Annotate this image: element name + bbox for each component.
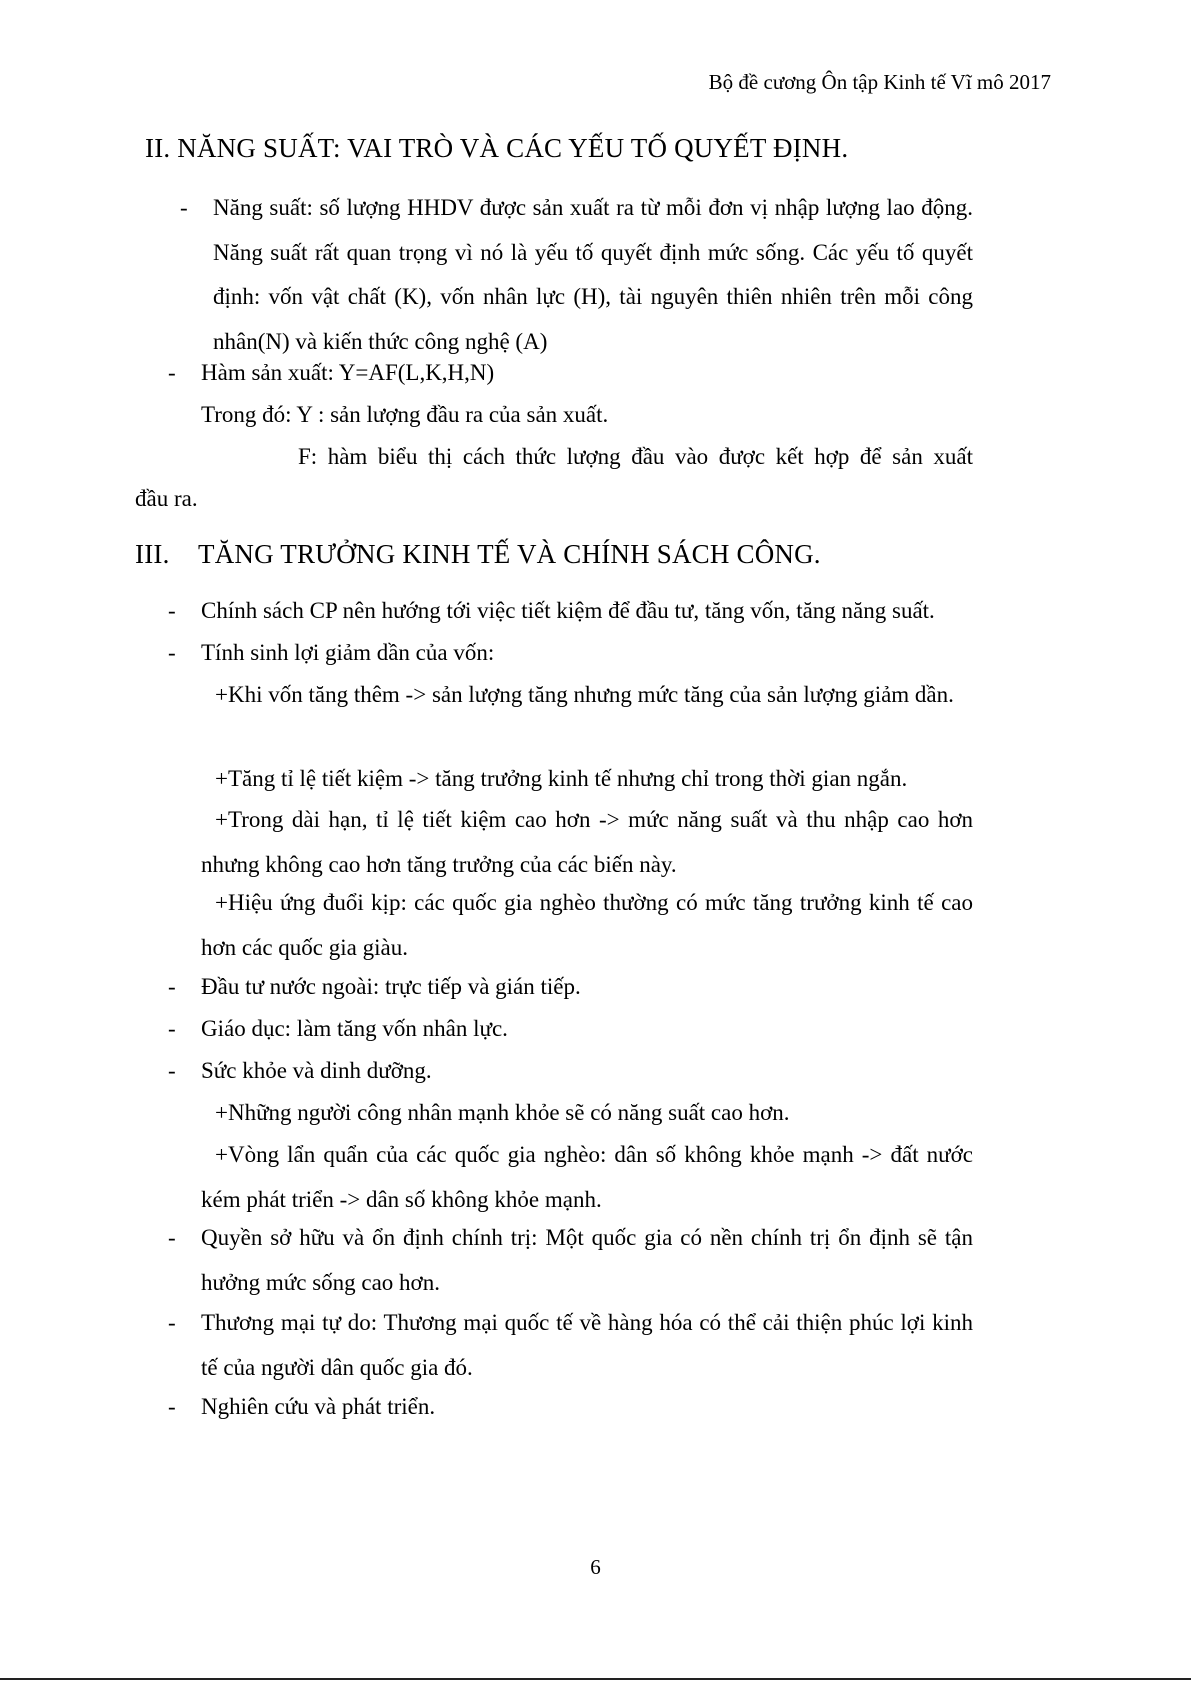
where-f-definition: F: hàm biểu thị cách thức lượng đầu vào được kết hợp để sản xuất [298, 444, 973, 469]
section-3-heading: TĂNG TRƯỞNG KINH TẾ VÀ CHÍNH SÁCH CÔNG. [198, 539, 821, 569]
where-y-definition: Trong đó: Y : sản lượng đầu ra của sản xuất. [201, 402, 609, 427]
section-2-heading: II. NĂNG SUẤT: VAI TRÒ VÀ CÁC YẾU TỐ QUYẾT ĐỊNH. [145, 133, 849, 163]
health-item: Sức khỏe và dinh dưỡng. [201, 1058, 432, 1083]
catch-up-effect: +Hiệu ứng đuổi kịp: các quốc gia nghèo thường có mức tăng trưởng kinh tế cao hơn các quốc gia giàu. [201, 890, 973, 960]
bullet-dash: - [168, 1394, 176, 1419]
footer-rule [0, 1678, 1191, 1680]
production-function: Hàm sản xuất: Y=AF(L,K,H,N) [201, 360, 495, 385]
education-item: Giáo dục: làm tăng vốn nhân lực. [201, 1016, 508, 1041]
bullet-dash: - [168, 1310, 176, 1335]
bullet-dash: - [180, 195, 188, 220]
bullet-dash: - [168, 1225, 176, 1250]
bullet-dash: - [168, 974, 176, 999]
diminishing-sub-2: +Tăng tỉ lệ tiết kiệm -> tăng trưởng kinh tế nhưng chỉ trong thời gian ngắn. [215, 766, 908, 791]
property-rights-item: Quyền sở hữu và ổn định chính trị: Một quốc gia có nền chính trị ổn định sẽ tận hưởng mức sống cao hơn. [201, 1225, 973, 1295]
policy-item: Chính sách CP nên hướng tới việc tiết kiệm để đầu tư, tăng vốn, tăng năng suất. [201, 598, 935, 623]
health-sub-2: +Vòng lẩn quẩn của các quốc gia nghèo: dân số không khỏe mạnh -> đất nước kém phát triển -> dân số không khỏe mạnh. [201, 1142, 973, 1212]
foreign-investment-item: Đầu tư nước ngoài: trực tiếp và gián tiếp. [201, 974, 581, 999]
bullet-dash: - [168, 360, 176, 385]
diminishing-sub-3: +Trong dài hạn, tỉ lệ tiết kiệm cao hơn -> mức năng suất và thu nhập cao hơn nhưng không cao hơn tăng trưởng của các biến này. [201, 807, 973, 877]
page-number: 6 [590, 1555, 601, 1579]
bullet-dash: - [168, 598, 176, 623]
where-f-continuation: đầu ra. [135, 486, 198, 511]
running-header: Bộ đề cương Ôn tập Kinh tế Vĩ mô 2017 [708, 70, 1051, 94]
section-3-numeral: III. [135, 539, 170, 569]
research-item: Nghiên cứu và phát triển. [201, 1394, 436, 1419]
bullet-dash: - [168, 640, 176, 665]
health-sub-1: +Những người công nhân mạnh khỏe sẽ có năng suất cao hơn. [215, 1100, 790, 1125]
diminishing-sub-1: +Khi vốn tăng thêm -> sản lượng tăng nhưng mức tăng của sản lượng giảm dần. [215, 682, 954, 707]
bullet-dash: - [168, 1058, 176, 1083]
free-trade-item: Thương mại tự do: Thương mại quốc tế về hàng hóa có thể cải thiện phúc lợi kinh tế của người dân quốc gia đó. [201, 1310, 973, 1380]
productivity-paragraph: Năng suất: số lượng HHDV được sản xuất ra từ mỗi đơn vị nhập lượng lao động. Năng suất rất quan trọng vì nó là yếu tố quyết định mức sống. Các yếu tố quyết định: vốn vật chất (K), vốn nhân lực (H), tài nguyên thiên nhiên trên mỗi công nhân(N) và kiến thức công nghệ (A) [213, 195, 973, 354]
bullet-dash: - [168, 1016, 176, 1041]
diminishing-returns-item: Tính sinh lợi giảm dần của vốn: [201, 640, 495, 665]
